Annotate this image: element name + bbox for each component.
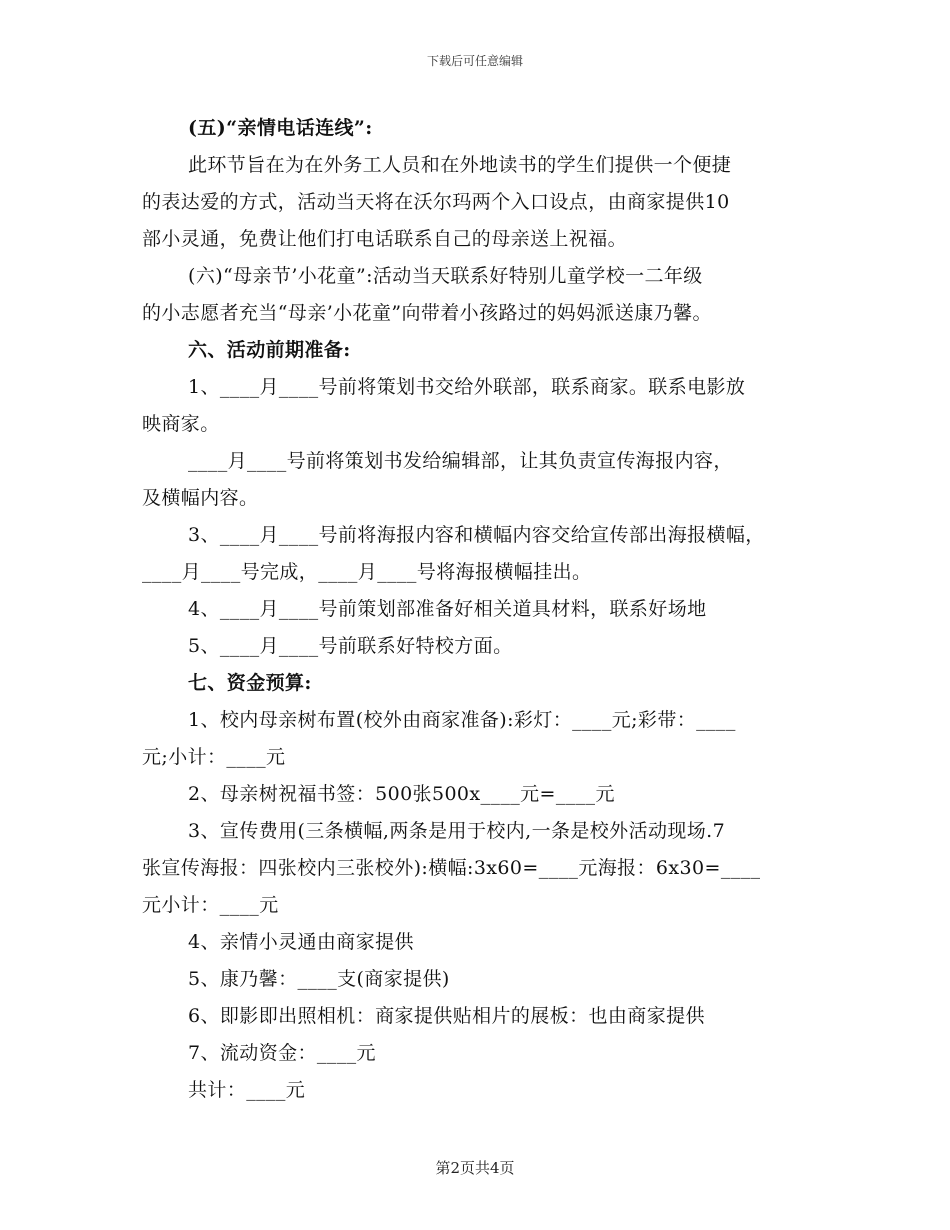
paragraph-line: ____月____号完成，____月____号将海报横幅挂出。 xyxy=(142,561,592,583)
page-footer: 第2页共4页 xyxy=(435,1159,515,1177)
paragraph-line: 部小灵通，免费让他们打电话联系自己的母亲送上祝福。 xyxy=(142,228,628,250)
paragraph-line: 4、____月____号前策划部准备好相关道具材料，联系好场地 xyxy=(188,598,707,620)
paragraph-line: 6、即影即出照相机：商家提供贴相片的展板：也由商家提供 xyxy=(188,1005,705,1027)
document-body xyxy=(142,110,812,1109)
section-heading: (五)“亲情电话连线”: xyxy=(188,117,373,139)
section-heading: 六、活动前期准备: xyxy=(188,339,351,361)
paragraph-line: 4、亲情小灵通由商家提供 xyxy=(188,931,414,953)
paragraph-line: 2、母亲树祝福书签：500张500x____元=____元 xyxy=(188,783,615,805)
section-heading: 七、资金预算: xyxy=(188,672,312,694)
paragraph-line: ____月____号前将策划书发给编辑部，让其负责宣传海报内容， xyxy=(188,450,733,472)
paragraph-line: 及横幅内容。 xyxy=(142,487,259,509)
paragraph-line: 3、宣传费用(三条横幅,两条是用于校内,一条是校外活动现场.7 xyxy=(188,820,726,842)
paragraph-line: 的表达爱的方式，活动当天将在沃尔玛两个入口设点，由商家提供10 xyxy=(142,191,730,213)
paragraph-line: 5、____月____号前联系好特校方面。 xyxy=(188,635,513,657)
paragraph-line: 1、校内母亲树布置(校外由商家准备):彩灯：____元;彩带：____ xyxy=(188,709,736,731)
paragraph-line: 7、流动资金：____元 xyxy=(188,1042,376,1064)
paragraph-line: 此环节旨在为在外务工人员和在外地读书的学生们提供一个便捷 xyxy=(188,154,732,176)
paragraph-line: 5、康乃馨：____支(商家提供) xyxy=(188,968,450,990)
paragraph-line: 共计：____元 xyxy=(188,1079,306,1101)
paragraph-line: 映商家。 xyxy=(142,413,220,435)
paragraph-line: 元;小计：____元 xyxy=(142,746,286,768)
page-header: 下载后可任意编辑 xyxy=(426,54,523,68)
paragraph-line: (六)“母亲节’小花童”:活动当天联系好特别儿童学校一二年级 xyxy=(188,265,703,287)
paragraph-line: 的小志愿者充当“母亲’小花童”向带着小孩路过的妈妈派送康乃馨。 xyxy=(142,302,712,324)
paragraph-line: 3、____月____号前将海报内容和横幅内容交给宣传部出海报横幅， xyxy=(188,524,765,546)
paragraph-line: 张宣传海报：四张校内三张校外):横幅:3x60=____元海报：6x30=____ xyxy=(142,857,761,879)
paragraph-line: 元小计：____元 xyxy=(142,894,279,916)
paragraph-line: 1、____月____号前将策划书交给外联部，联系商家。联系电影放 xyxy=(188,376,746,398)
